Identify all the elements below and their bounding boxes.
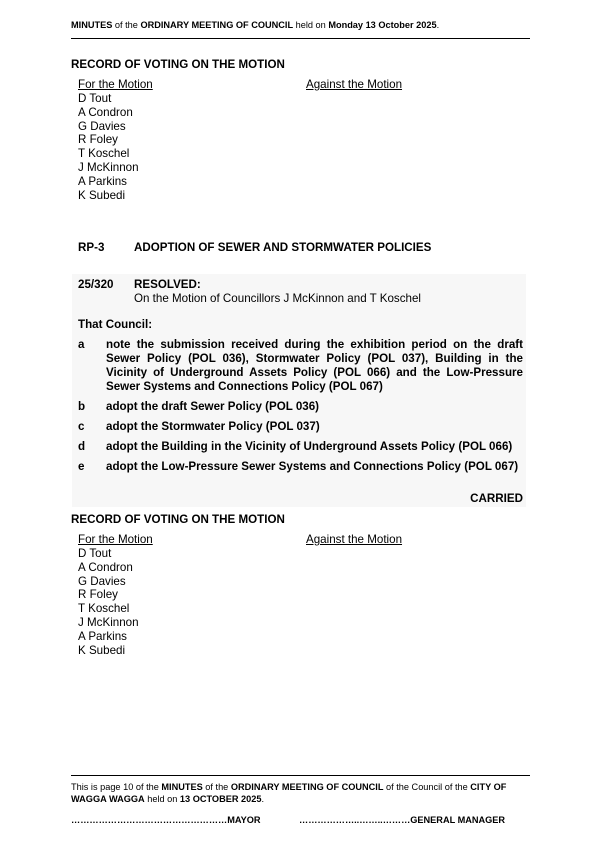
for-motion-list bbox=[78, 547, 139, 657]
against-motion-label: Against the Motion bbox=[306, 533, 403, 546]
voter-name: T Koschel bbox=[78, 602, 130, 616]
resolution-mover: On the Motion of Councillors J McKinnon and T Koschel bbox=[134, 292, 421, 305]
voter-name: T Koschel bbox=[78, 147, 130, 161]
voter-name: J McKinnon bbox=[78, 615, 139, 629]
voter-name: D Tout bbox=[78, 547, 112, 560]
header-meeting: ORDINARY MEETING OF COUNCIL bbox=[140, 20, 294, 30]
footer-text: of the Council of the bbox=[383, 782, 471, 792]
resolution-label: RESOLVED: bbox=[134, 278, 201, 291]
footer-divider bbox=[71, 775, 530, 776]
resolution-item-text: adopt the Low-Pressure Sewer Systems and Connections Policy (POL 067) bbox=[106, 460, 519, 473]
header-divider bbox=[71, 38, 530, 39]
header-text: of the bbox=[112, 20, 141, 30]
voter-name: D Tout bbox=[78, 92, 112, 105]
resolution-item-text: adopt the Building in the Vicinity of Underground Assets Policy (POL 066) bbox=[106, 440, 513, 453]
for-motion-label: For the Motion bbox=[78, 78, 153, 91]
resolution-item-text: adopt the draft Sewer Policy (POL 036) bbox=[106, 400, 320, 413]
against-motion-label: Against the Motion bbox=[306, 78, 403, 91]
resolution-outcome: CARRIED bbox=[470, 492, 523, 505]
footer-text: of the bbox=[202, 782, 231, 792]
voter-name: A Parkins bbox=[78, 629, 127, 643]
general-manager-signature-line: ………………..……..………GENERAL MANAGER bbox=[299, 815, 506, 825]
footer-council: CITY OF WAGGA WAGGA bbox=[71, 782, 507, 804]
footer-text: This is page 10 of the bbox=[71, 782, 162, 792]
item-title: ADOPTION OF SEWER AND STORMWATER POLICIES bbox=[134, 241, 432, 254]
voting-record-heading: RECORD OF VOTING ON THE MOTION bbox=[71, 58, 285, 71]
page-footer bbox=[71, 781, 530, 805]
footer-text: . bbox=[261, 794, 265, 804]
voter-name: A Parkins bbox=[78, 174, 127, 188]
resolution-item-letter: d bbox=[78, 440, 86, 453]
resolution-item-letter: a bbox=[78, 338, 85, 351]
voter-name: K Subedi bbox=[78, 643, 126, 657]
resolution-intro: That Council: bbox=[78, 318, 153, 331]
mayor-signature-line: ……………………………………………MAYOR bbox=[71, 815, 261, 825]
voting-record-heading: RECORD OF VOTING ON THE MOTION bbox=[71, 513, 285, 526]
voter-name: R Foley bbox=[78, 133, 118, 147]
item-code: RP-3 bbox=[78, 241, 105, 254]
footer-meeting: ORDINARY MEETING OF COUNCIL bbox=[230, 782, 384, 792]
voter-name: G Davies bbox=[78, 119, 126, 133]
header-text: held on bbox=[293, 20, 329, 30]
for-motion-label: For the Motion bbox=[78, 533, 153, 546]
header-text: . bbox=[436, 20, 440, 30]
for-motion-list bbox=[78, 92, 139, 202]
voter-name: A Condron bbox=[78, 560, 133, 574]
voter-name: A Condron bbox=[78, 105, 133, 119]
header-date: Monday 13 October 2025 bbox=[328, 20, 437, 30]
voter-name: R Foley bbox=[78, 588, 118, 602]
footer-date: 13 OCTOBER 2025 bbox=[179, 794, 262, 804]
resolution-item-letter: c bbox=[78, 420, 85, 433]
footer-text: held on bbox=[144, 794, 180, 804]
header-minutes: MINUTES bbox=[71, 20, 113, 30]
resolution-item-letter: b bbox=[78, 400, 86, 413]
page-header bbox=[71, 20, 530, 30]
voter-name: K Subedi bbox=[78, 188, 126, 202]
resolution-item-text: note the submission received during the exhibition period on the draft Sewer Policy (POL 036), Stormwater Policy (POL 037), Building in the Vicinity of Underground Assets Policy (POL 066) and the Low-Pressure Sewer Systems and Connections Policy (POL 067) bbox=[106, 338, 523, 393]
resolution-number: 25/320 bbox=[78, 278, 114, 291]
voter-name: G Davies bbox=[78, 574, 126, 588]
footer-minutes: MINUTES bbox=[161, 782, 203, 792]
resolution-item-letter: e bbox=[78, 460, 85, 473]
resolution-item-text: adopt the Stormwater Policy (POL 037) bbox=[106, 420, 320, 433]
voter-name: J McKinnon bbox=[78, 160, 139, 174]
